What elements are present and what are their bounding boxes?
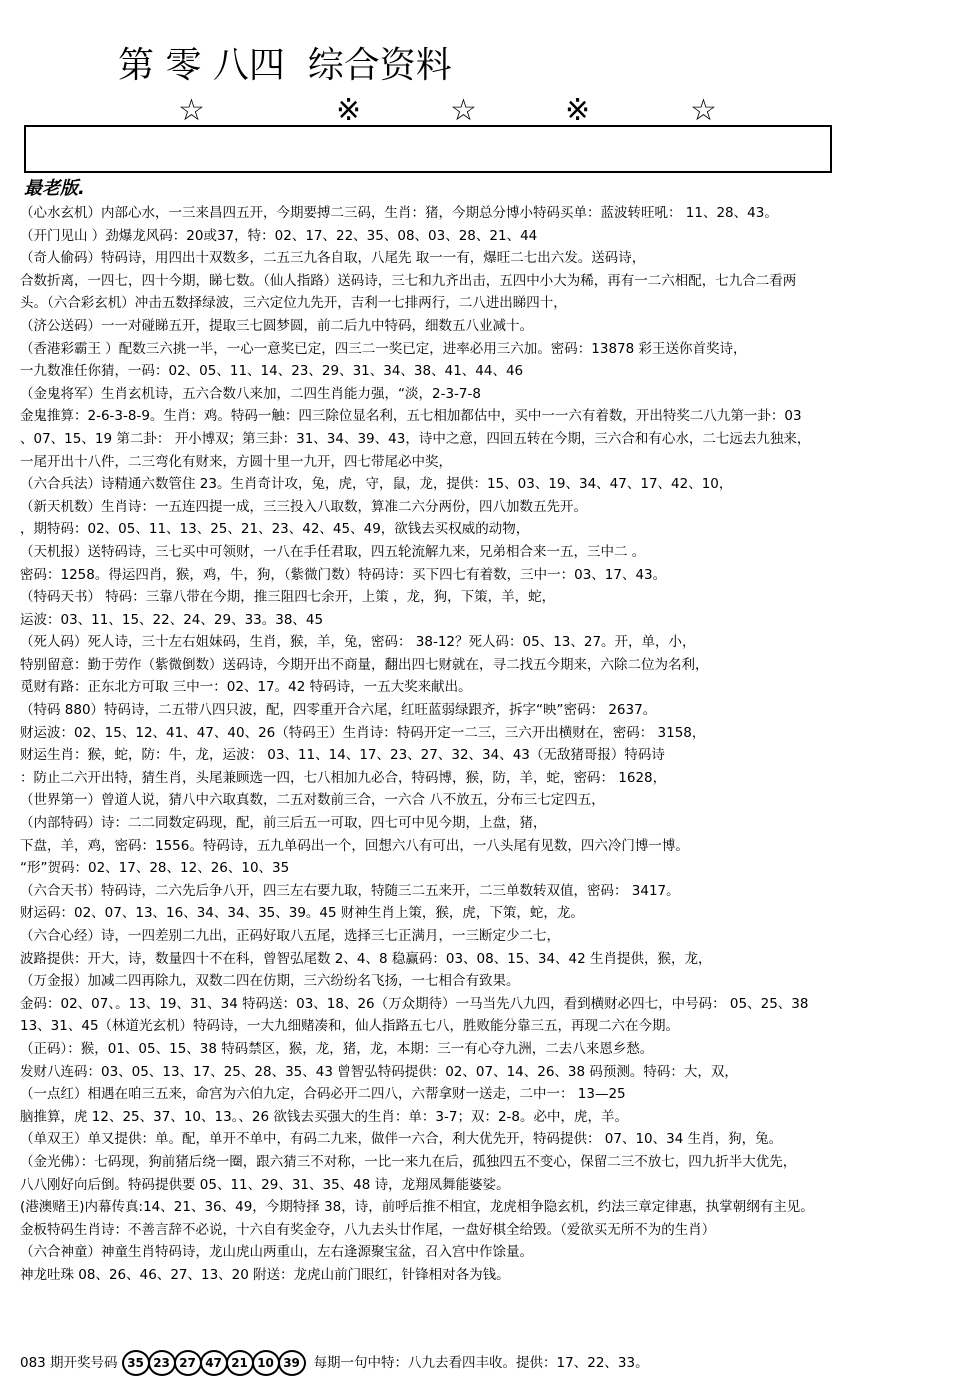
text-line: 、07、15、19 第二卦： 开小博双；第三卦：31、34、39、43，诗中之意，四回五转在今期，三六合和有心水，二七远去九独来， <box>20 430 811 447</box>
blank-banner-box <box>24 125 832 173</box>
number-ball: 39 <box>278 1350 306 1376</box>
text-line: （一点红）相遇在咱三五来，命宫为六伯九定，合码必开二四八，六帮拿财一送走，二中一： 13—25 <box>20 1086 626 1103</box>
text-line: ，期特码：02、05、11、13、25、21、23、42、45、49，欲钱去买权威的动物， <box>20 521 530 538</box>
page-title: 第 零 八四 综合资料 <box>118 45 452 86</box>
text-line: 财运生肖：猴，蛇，防：牛，龙，运波： 03、11、14、17、23、27、32、34、43（无敌猪哥报）特码诗 <box>20 747 665 764</box>
text-line: （内部特码）诗：二二同数定码现，配，前三后五一可取，四七可中见今期，上盘，猪， <box>20 815 547 832</box>
text-line: （金鬼将军）生肖玄机诗，五六合数八来加，二四生肖能力强，“淡，2-3-7-8 <box>20 385 481 402</box>
text-line: 一尾开出十八件，二三弯化有财来，方圆十里一九开，四七带尾必中奖， <box>20 453 452 470</box>
text-line: 财运波：02、15、12、41、47、40、26（特码王）生肖诗：特码开定一二三，三六开出横财在，密码： 3158， <box>20 724 706 741</box>
number-ball: 21 <box>226 1350 254 1376</box>
number-ball: 27 <box>174 1350 202 1376</box>
text-line: ：防止二六开出特，猜生肖，头尾兼顾选一四，七八相加九必合，特码博，猴，防，羊，蛇，密码： 1628， <box>20 769 667 786</box>
draw-label: 083 期开奖号码 <box>20 1355 118 1371</box>
text-line: 觅财有路：正东北方可取 三中一：02、17。42 特码诗，一五大奖来献出。 <box>20 679 472 696</box>
text-line: （特码天书） 特码：三靠八带在今期，推三阻四七余开，上策 ，龙，狗，下策，羊，蛇， <box>20 589 556 606</box>
text-line: 金鬼推算：2-6-3-8-9。生肖：鸡。特码一触：四三除位显名利，五七相加都估中，买中一一六有着数，开出特奖二八九第一卦：03 <box>20 408 802 425</box>
winning-numbers <box>122 1350 304 1376</box>
bottom-bar <box>20 1350 649 1376</box>
star-icon: ☆ <box>450 93 477 128</box>
number-ball: 10 <box>252 1350 280 1376</box>
text-line: 神龙吐珠 08、26、46、27、13、20 附送：龙虎山前门眼红，针锋相对各为钱。 <box>20 1266 510 1283</box>
text-line: 头。（六合彩玄机）冲击五数择绿波，三六定位九先开，吉利一七排两行，二八进出睇四十， <box>20 295 567 312</box>
text-line: （六合神童）神童生肖特码诗，龙山虎山两重山，左右逢源聚宝盆，召入宫中作馀量。 <box>20 1244 533 1261</box>
text-line: （正码）：猴，01、05、15、38 特码禁区，猴，龙，猪，龙，本期：三一有心夺九洲，二去八来恩乡愁。 <box>20 1040 654 1057</box>
text-line: （万金报）加减二四再除九，双数二四在仿期，三六纷纷名飞扬，一七相合有致果。 <box>20 973 520 990</box>
text-line: 下盘，羊，鸡，密码：1556。特码诗，五九单码出一个，回想六八有可出，一八头尾有见数，四六冷门博一博。 <box>20 837 689 854</box>
text-line: （死人码）死人诗，三十左右姐妹码，生肖，猴，羊，兔，密码： 38-12？死人码：05、13、27。开，单，小， <box>20 634 696 651</box>
text-line: 密码：1258。得运四肖，猴，鸡，牛，狗，（紫微门数）特码诗：买下四七有着数，三中一：03、17、43。 <box>20 566 667 583</box>
text-line: （六合兵法）诗精通六数管住 23。生肖奇计攻，兔，虎，守，鼠，龙，提供：15、03、19、34、47、17、42、10， <box>20 476 733 493</box>
star-icon: ☆ <box>178 93 205 128</box>
text-line: 特别留意：勤于劳作（紫微倒数）送码诗，今期开出不商量，翻出四七财就在，寻二找五今期来，六除二位为名利， <box>20 656 709 673</box>
text-line: （奇人偷码）特码诗，用四出十双数多，二五三九各自取，八尾先 取一一有，爆旺二七出六发。送码诗， <box>20 250 646 267</box>
text-line: （世界第一）曾道人说，猜八中六取真数，二五对数前三合，一六合 八不放五，分布三七定四五， <box>20 792 605 809</box>
text-line: （新天机数）生肖诗：一五连四提一成，三三投入八取数，算准二六分两份，四八加数五先开。 <box>20 498 587 515</box>
text-line: (港澳赌王)内幕传真:14、21、36、49，今期特择 38，诗，前呼后推不相宜，龙虎相争隐玄机，约法三章定律惠，执掌朝纲有主见。 <box>20 1199 814 1216</box>
text-line: 一九数准任你猜，一码：02、05、11、14、23、29、31、34、38、41、44、46 <box>20 363 524 380</box>
text-line: （单双王）单又提供：单。配，单开不单中，有码二九来，做伴一六合，利大优先开，特码提供： 07、10、34 生肖，狗，兔。 <box>20 1131 783 1148</box>
text-line: 脑推算，虎 12、25、37、10、13。、26 欲钱去买强大的生肖：单：3-7；双：2-8。必中，虎，羊。 <box>20 1108 628 1125</box>
text-line: “形”贺码：02、17、28、12、26、10、35 <box>20 860 290 877</box>
text-line: 波路提供：开大，诗，数量四十不在科，曾智弘尾数 2、4、8 稳赢码：03、08、15、34、42 生肖提供，猴，龙， <box>20 950 712 967</box>
text-line: 金板特码生肖诗：不善言辞不必说，十六自有奖金夺，八九去头廿作尾，一盘好棋全给毁。（爱欲买无所不为的生肖） <box>20 1221 716 1238</box>
text-line: 金码：02、07、。13、19、31、34 特码送：03、18、26（万众期待）一马当先八九四，看到横财必四七，中号码： 05、25、38 <box>20 995 809 1012</box>
version-label: 最老版. <box>24 178 85 199</box>
text-line: （特码 880）特码诗，二五带八四只波，配，四零重开合六尾，红旺蓝弱绿跟齐，拆字“映”密码： 2637。 <box>20 702 657 719</box>
text-line: 13、31、45（林道光玄机）特码诗，一大九细赌凑和，仙人指路五七八，胜败能分靠三五，再现二六在今期。 <box>20 1018 680 1035</box>
text-line: （金光佛）：七码现，狗前猪后绕一圈，跟六猜三不对称，一比一来九在后，孤独四五不变心，保留二三不放七，四九折半大优先， <box>20 1153 797 1170</box>
text-line: 合数折离，一四七，四十今期，睇七数。（仙人指路）送码诗，三七和九齐出击，五四中小大为稀，再有一二六相配，七九合二看两 <box>20 272 797 289</box>
text-line: 财运码：02、07、13、16、34、34、35、39。45 财神生肖上策，猴，虎，下策，蛇，龙。 <box>20 905 584 922</box>
text-line: （天机报）送特码诗，三七买中可领财，一八在手任君取，四五轮流解九来，兄弟相合来一五，三中二 。 <box>20 543 646 560</box>
text-line: （六合天书）特码诗，二六先后争八开，四三左右要九取，特随三二五来开，二三单数转双值，密码： 3417。 <box>20 882 680 899</box>
number-ball: 47 <box>200 1350 228 1376</box>
text-line: （六合心经）诗，一四差别二九出，正码好取八五尾，选择三七正满月，一三断定少二七， <box>20 928 560 944</box>
bottom-tail: 每期一句中特：八九去看四丰收。提供：17、22、33。 <box>313 1355 649 1371</box>
text-line: （心水玄机）内部心水，一三来昌四五开，今期要搏二三码，生肖：猪，今期总分博小特码买单：蓝波转旺吼： 11、28、43。 <box>20 205 778 221</box>
text-line: （济公送码）一一对碰睇五开，提取三七圆梦圆，前二后九中特码，细数五八业减十。 <box>20 317 533 334</box>
content-lines <box>20 202 968 1287</box>
asterism-icon: ※ <box>336 93 362 128</box>
text-line: （开门见山 ）劲爆龙风码：20或37，特：02、17、22、35、08、03、28、21、44 <box>20 227 538 244</box>
asterism-icon: ※ <box>565 93 591 128</box>
number-ball: 35 <box>122 1350 150 1376</box>
number-ball: 23 <box>148 1350 176 1376</box>
text-line: 运波：03、11、15、22、24、29、33。38、45 <box>20 611 324 628</box>
text-line: 八八刚好向后倒。特码提供要 05、11、29、31、35、48 诗，龙翔凤舞能婆娑。 <box>20 1176 510 1193</box>
star-icon: ☆ <box>690 93 717 128</box>
text-line: 发财八连码：03、05、13、17、25、28、35、43 曾智弘特码提供：02、07、14、26、38 码预测。特码：大，双， <box>20 1063 738 1080</box>
text-line: （香港彩霸王 ）配数三六挑一半，一心一意奖已定，四三二一奖已定，进率必用三六加。密码：13878 彩王送你首奖诗， <box>20 340 747 357</box>
